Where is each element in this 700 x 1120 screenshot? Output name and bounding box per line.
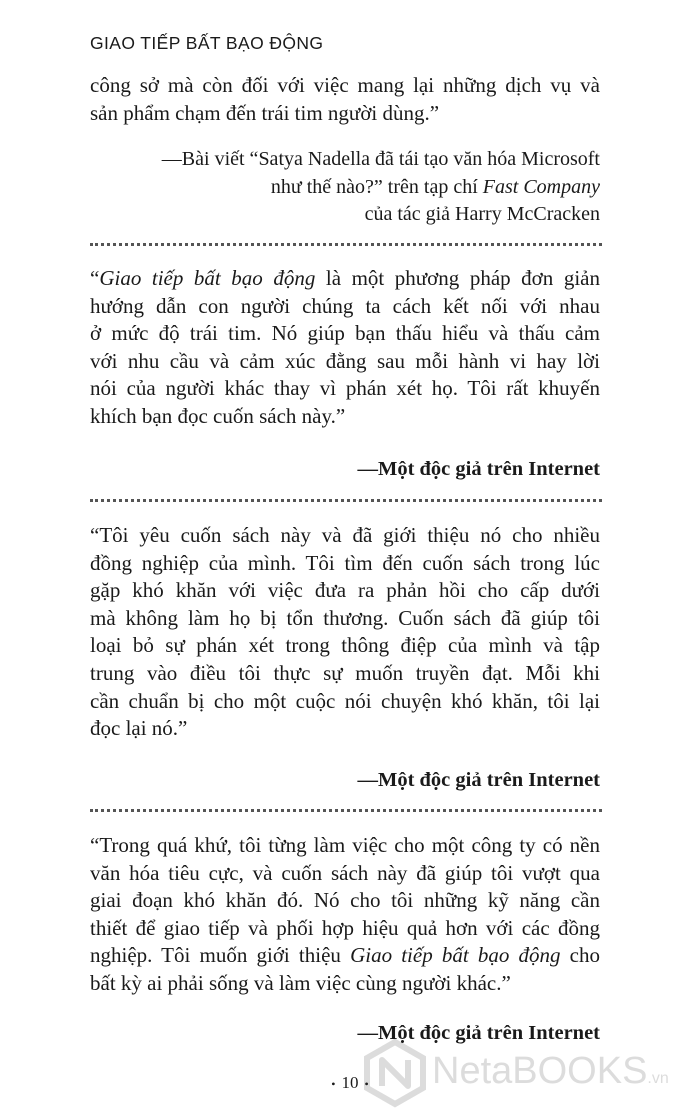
quote-1-signature: —Một độc giả trên Internet [357,458,600,480]
quote-0-attribution [80,146,600,229]
text-line: khích bạn đọc cuốn sách này.” [90,403,346,428]
text-line: trung vào điều tôi thực sự muốn truyền đạt. Mỗi khi [90,660,600,685]
text-line: đọc lại nó.” [90,716,188,741]
text-line: hướng dẫn con người chúng ta cách kết nối với nhau [90,293,600,318]
quote-0-text [90,72,600,127]
watermark-suffix: .vn [647,1070,669,1087]
bullet-icon: • [364,1076,369,1091]
watermark-brand: NetaBOOKS [432,1050,648,1092]
text-span: nghiệp. Tôi muốn giới thiệu [90,943,351,968]
book-title: Giao tiếp bất bạo động [350,943,561,968]
attribution-line [80,174,600,202]
text-line [90,942,600,970]
attribution-text: như thế nào?” trên tạp chí [270,175,483,198]
text-line: sản phẩm chạm đến trái tim người dùng.” [90,100,440,125]
page-number [0,1073,700,1093]
attribution-line: của tác giả Harry McCracken [364,203,600,226]
text-line: văn hóa tiêu cực, và cuốn sách này đã giúp tôi vượt qua [90,860,600,885]
quote-3-signature: —Một độc giả trên Internet [357,1022,600,1044]
text-line: ở mức độ trái tim. Nó giúp bạn thấu hiểu và thấu cảm [90,321,600,346]
page-number-value: 10 [341,1073,359,1092]
text-line: “Tôi yêu cuốn sách này và đã giới thiệu nó cho nhiều [90,523,600,547]
quote-3-text [90,832,600,998]
quote-2-text [90,522,600,743]
text-line: cần chuẩn bị cho một cuộc nói chuyện khó khăn, tôi lại [90,688,600,713]
text-line: “Trong quá khứ, tôi từng làm việc cho một công ty có nền [90,833,600,857]
quote-1-text [90,265,600,431]
text-line [90,265,600,293]
text-span: cho [560,943,600,968]
magazine-title: Fast Company [482,175,600,198]
dotted-divider [90,499,602,502]
text-span: “ [90,266,100,290]
text-line: với nhu cầu và cảm xúc đằng sau mỗi hành vi hay lời [90,348,600,373]
text-line: mà không làm họ bị tổn thương. Cuốn sách đã giúp tôi [90,605,600,630]
text-line: công sở mà còn đối với việc mang lại những dịch vụ và [90,73,600,97]
text-line: nói của người khác thay vì phán xét họ. Tôi rất khuyến [90,376,600,401]
quote-2-signature: —Một độc giả trên Internet [357,769,600,791]
text-line: bất kỳ ai phải sống và làm việc cùng người khác.” [90,970,511,995]
text-line: loại bỏ sự phán xét trong thông điệp của mình và tập [90,633,600,658]
text-line: đồng nghiệp của mình. Tôi tìm đến cuốn sách trong lúc [90,550,600,575]
book-title: Giao tiếp bất bạo động [99,266,316,290]
dotted-divider [90,243,602,246]
text-line: gặp khó khăn với việc đưa ra phản hồi cho cấp dưới [90,578,600,603]
text-line: thiết để giao tiếp và phối hợp hiệu quả hơn với các đồng [90,915,600,940]
text-line: giai đoạn khó khăn đó. Nó cho tôi những kỹ năng cần [90,888,600,913]
bullet-icon: • [331,1076,336,1091]
attribution-line: —Bài viết “Satya Nadella đã tái tạo văn hóa Microsoft [161,148,600,170]
dotted-divider [90,809,602,812]
text-span: là một phương pháp đơn giản [315,266,600,290]
running-head: GIAO TIẾP BẤT BẠO ĐỘNG [90,33,324,53]
